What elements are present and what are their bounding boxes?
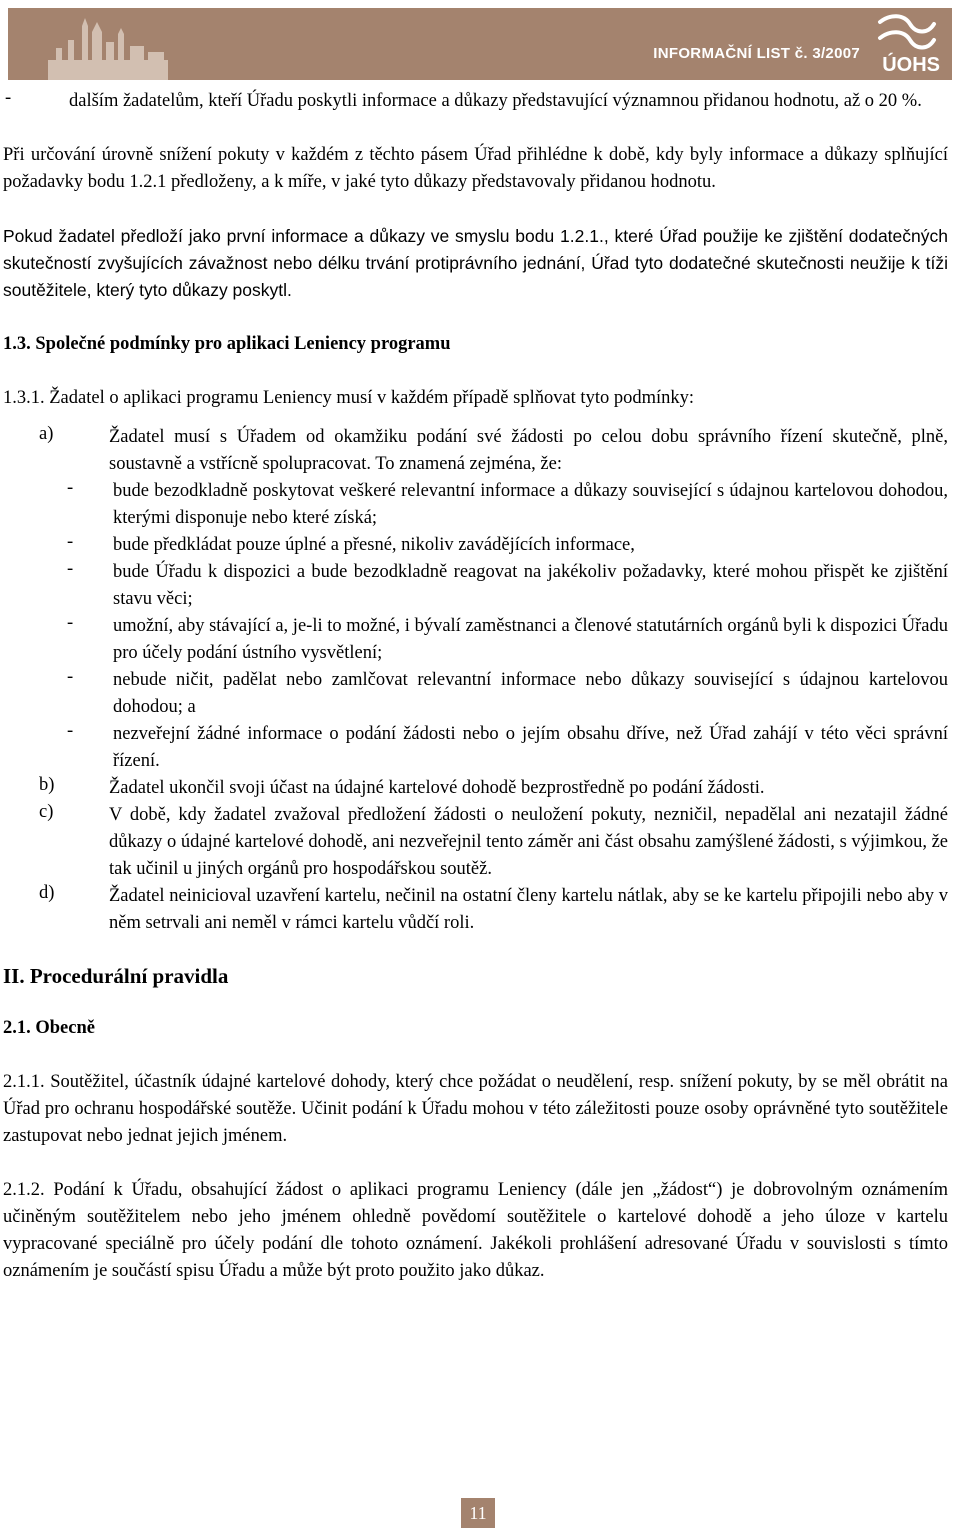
dash-marker: - — [67, 667, 74, 687]
sub-list-item-text: nezveřejní žádné informace o podání žádosti nebo o jejím obsahu dříve, než Úřad zahájí v této věci správní řízení. — [113, 724, 948, 771]
list-marker: c) — [39, 802, 54, 822]
paragraph: 2.1.1. Soutěžitel, účastník údajné kartelové dohody, který chce požádat o neudělení, resp. snížení pokuty, by se měl obrátit na Úřad pro ochranu hospodářské soutěže. Učinit podání k Úřadu mohou v této záležitosti pouze osoby oprávněné tyto soutěžitele zastupovat nebo jednat jejich jménem. — [3, 1072, 948, 1146]
header-banner — [8, 8, 952, 80]
list-item-text: V době, kdy žadatel zvažoval předložení žádosti o neuložení pokuty, nezničil, nepadělal ani nezatajil žádné důkazy o údajné kartelové dohodě, ani nezveřejnil tento záměr ani část obsahu zamýšlené žádosti, s výjimkou, že tak učinil u jiných orgánů pro hospodářskou soutěž. — [109, 805, 948, 879]
sub-list-item — [3, 559, 948, 613]
list-marker: b) — [39, 775, 55, 795]
bulletin-title: INFORMAČNÍ LIST č. 3/2007 — [653, 45, 860, 62]
sub-list-item-text: bude bezodkladně poskytovat veškeré relevantní informace a důkazy související s údajnou kartelovou dohodou, kterými disponuje nebo které získá; — [113, 481, 948, 528]
list-item-a — [3, 424, 948, 478]
list-item-text: Žadatel neinicioval uzavření kartelu, nečinil na ostatní členy kartelu nátlak, aby se ke kartelu připojili nebo aby v něm setrvali ani neměl v rámci kartelu vůdčí roli. — [109, 886, 948, 933]
list-item-text: Žadatel musí s Úřadem od okamžiku podání své žádosti po celou dobu správního řízení skutečně, plně, soustavně a vstřícně spolupracovat. To znamená zejména, že: — [109, 427, 948, 474]
dash-marker: - — [67, 721, 74, 741]
section-heading: 1.3. Společné podmínky pro aplikaci Leniency programu — [3, 334, 451, 354]
paragraph: Pokud žadatel předloží jako první informace a důkazy ve smyslu bodu 1.2.1., které Úřad použije ke zjištění dodatečných skutečností zvyšujících závažnost nebo délku trvání protiprávního jednání, Úřad tyto dodatečné skutečnosti neužije k tíži soutěžitele, který tyto důkazy poskytl. — [3, 226, 948, 300]
page-number: 11 — [461, 1498, 495, 1528]
paragraph: 2.1.2. Podání k Úřadu, obsahující žádost o aplikaci programu Leniency (dále jen „žádost“) je dobrovolným oznámením učiněným soutěžitelem nebo jeho jménem ohledně povědomí soutěžitele o kartelové dohodě a jeho úloze v kartelu vypracované speciálně pro účely podání dle tohoto oznámení. Jakékoli prohlášení adresované Úřadu v souvislosti s tímto oznámením je součástí spisu Úřadu a může být proto použito jako důkaz. — [3, 1180, 948, 1281]
section-heading: 2.1. Obecně — [3, 1018, 95, 1038]
sub-list-item-text: bude Úřadu k dispozici a bude bezodkladně reagovat na jakékoliv požadavky, které mohou přispět ke zjištění stavu věci; — [113, 562, 948, 609]
sub-list-item — [3, 478, 948, 532]
sub-list-item-text: bude předkládat pouze úplné a přesné, nikoliv zavádějících informace, — [113, 535, 635, 555]
sub-list-item — [3, 721, 948, 775]
list-item-c — [3, 802, 948, 883]
sub-list-item-text: umožní, aby stávající a, je-li to možné, i bývalí zaměstnanci a členové statutárních orgánů byli k dispozici Úřadu pro účely podání ústního vysvětlení; — [113, 616, 948, 663]
dash-marker: - — [67, 532, 74, 552]
sub-list-item-text: nebude ničit, padělat nebo zamlčovat relevantní informace nebo důkazy související s údajnou kartelovou dohodou; a — [113, 670, 948, 717]
chapter-heading: II. Procedurální pravidla — [3, 964, 229, 988]
document-body — [3, 88, 948, 1285]
dash-marker: - — [5, 88, 12, 108]
uohs-logo-text: ÚOHS — [882, 54, 940, 76]
dash-marker: - — [67, 478, 74, 498]
sub-list-item — [3, 532, 948, 559]
list-item — [3, 88, 948, 115]
list-item-d — [3, 883, 948, 937]
list-item-text: dalším žadatelům, kteří Úřadu poskytli informace a důkazy představující významnou přidanou hodnotu, až o 20 %. — [69, 91, 922, 111]
list-marker: a) — [39, 424, 54, 444]
list-item-text: Žadatel ukončil svoji účast na údajné kartelové dohodě bezprostředně po podání žádosti. — [109, 778, 765, 798]
list-item-b — [3, 775, 948, 802]
list-marker: d) — [39, 883, 55, 903]
dash-marker: - — [67, 559, 74, 579]
paragraph: Při určování úrovně snížení pokuty v každém z těchto pásem Úřad přihlédne k době, kdy byly informace a důkazy splňující požadavky bodu 1.2.1 předloženy, a k míře, v jaké tyto důkazy představovaly přidanou hodnotu. — [3, 145, 948, 192]
sub-list-item — [3, 613, 948, 667]
dash-marker: - — [67, 613, 74, 633]
sub-list-item — [3, 667, 948, 721]
paragraph: 1.3.1. Žadatel o aplikaci programu Leniency musí v každém případě splňovat tyto podmínky: — [3, 388, 695, 408]
prague-castle-icon — [48, 14, 168, 80]
